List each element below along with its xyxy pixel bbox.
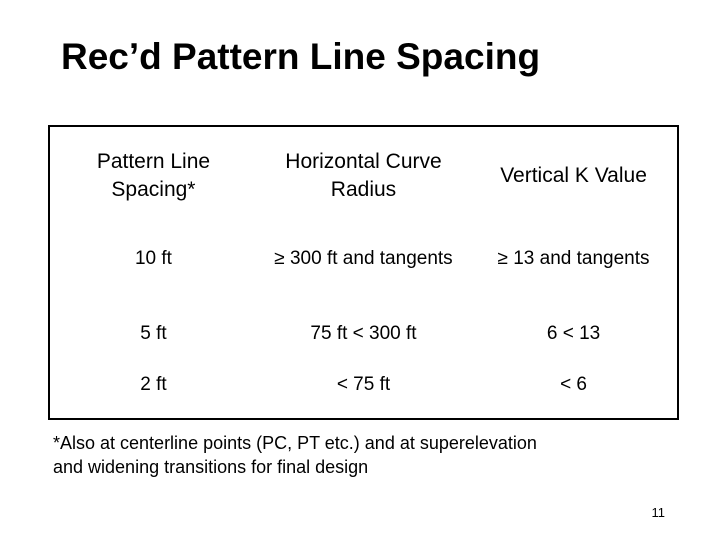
header-line: Radius	[330, 177, 397, 201]
table-cell: 5 ft	[140, 322, 167, 344]
header-vertical-k-value	[470, 127, 677, 234]
table-row	[50, 366, 677, 422]
table-cell: < 75 ft	[336, 374, 391, 395]
header-line: Pattern Line	[96, 149, 211, 173]
footnote-line: and widening transitions for final design	[53, 457, 369, 477]
header-horizontal-curve-radius	[257, 127, 470, 234]
table-cell: 2 ft	[140, 374, 167, 395]
header-pattern-line-spacing	[50, 127, 257, 234]
table-row	[50, 234, 677, 300]
page-number: 11	[651, 505, 665, 520]
table-cell: ≥ 13 and tangents	[497, 248, 650, 269]
table-cell: 10 ft	[134, 248, 172, 269]
table-cell: < 6	[560, 374, 588, 395]
slide-title: Rec’d Pattern Line Spacing	[61, 36, 541, 77]
table-cell: 75 ft < 300 ft	[310, 322, 417, 344]
footnote	[53, 431, 537, 479]
spacing-table	[48, 125, 679, 420]
header-line: Vertical K Value	[500, 163, 647, 187]
table-cell: 6 < 13	[546, 322, 601, 344]
table-row	[50, 300, 677, 366]
header-line: Horizontal Curve	[285, 149, 442, 173]
footnote-line: *Also at centerline points (PC, PT etc.) and at superelevation	[53, 433, 537, 453]
header-line: Spacing*	[111, 177, 196, 201]
table-header-row	[50, 127, 677, 234]
table-cell: ≥ 300 ft and tangents	[274, 248, 453, 269]
